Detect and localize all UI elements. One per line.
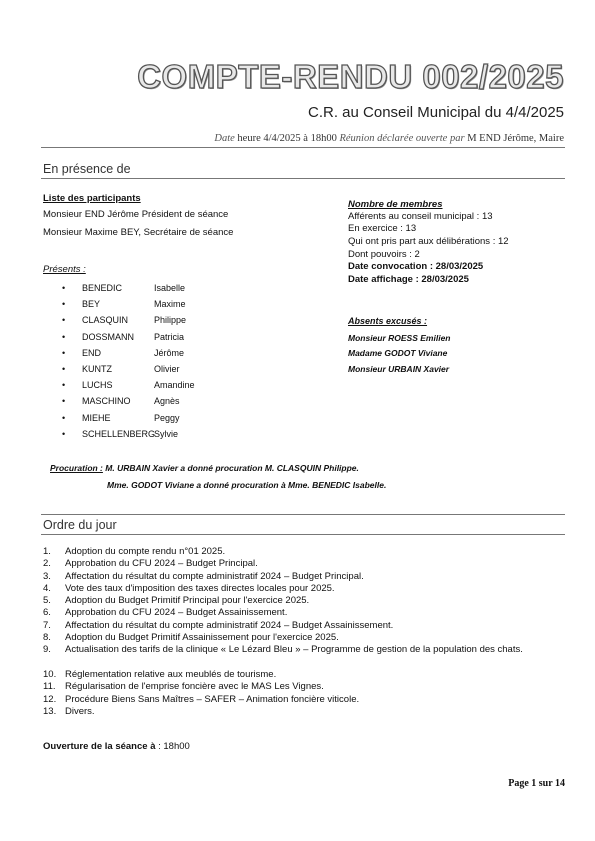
bullet-icon: • bbox=[62, 428, 66, 439]
procuration-text-1: M. URBAIN Xavier a donné procuration M. CLASQUIN Philippe. bbox=[105, 463, 359, 473]
participants-title: Liste des participants bbox=[43, 193, 141, 204]
present-first-name: Olivier bbox=[154, 363, 180, 374]
agenda-item-text: Procédure Biens Sans Maîtres – SAFER – Animation foncière viticole. bbox=[65, 693, 360, 705]
agenda-item-number: 3. bbox=[43, 570, 51, 582]
present-last-name: DOSSMANN bbox=[82, 331, 135, 342]
bullet-icon: • bbox=[62, 347, 66, 358]
agenda-item bbox=[43, 644, 563, 669]
absent-item: Madame GODOT Viviane bbox=[348, 348, 448, 358]
present-first-name: Amandine bbox=[154, 380, 195, 391]
agenda-item-number: 10. bbox=[43, 668, 57, 680]
present-first-name: Philippe bbox=[154, 315, 187, 326]
present-last-name: KUNTZ bbox=[82, 363, 112, 374]
opening-line bbox=[43, 741, 190, 752]
agenda-item bbox=[43, 546, 563, 558]
secretary-line: Monsieur Maxime BEY, Secrétaire de séance bbox=[43, 227, 234, 238]
present-first-name: Isabelle bbox=[154, 283, 186, 293]
document-title: COMPTE-RENDU 002/2025 bbox=[137, 58, 564, 95]
agenda-item-text: Adoption du Budget Primitif Principal pour l'exercice 2025. bbox=[65, 595, 310, 607]
agenda-item bbox=[43, 669, 563, 681]
header-divider bbox=[41, 147, 565, 148]
bullet-icon: • bbox=[62, 380, 66, 391]
bullet-icon: • bbox=[62, 299, 66, 310]
opening-label: Ouverture de la séance à bbox=[43, 741, 156, 752]
agenda-item bbox=[43, 681, 563, 693]
president-line: Monsieur END Jérôme Président de séance bbox=[43, 209, 229, 220]
agenda-list bbox=[43, 546, 563, 718]
date-value: heure 4/4/2025 à 18h00 bbox=[237, 133, 337, 144]
bullet-icon: • bbox=[62, 283, 66, 293]
agenda-item bbox=[43, 595, 563, 607]
present-last-name: BENEDIC bbox=[82, 283, 123, 293]
present-last-name: MASCHINO bbox=[82, 396, 131, 407]
agenda-item-number: 5. bbox=[43, 595, 51, 607]
agenda-item-text: Affectation du résultat du compte administratif 2024 – Budget Assainissement. bbox=[65, 619, 394, 631]
absent-item: Monsieur URBAIN Xavier bbox=[348, 364, 450, 374]
opening-time: : 18h00 bbox=[158, 741, 190, 752]
present-last-name: SCHELLENBERG bbox=[82, 428, 156, 439]
bullet-icon: • bbox=[62, 396, 66, 407]
agenda-item-number: 11. bbox=[43, 681, 56, 693]
page-number: Page 1 sur 14 bbox=[508, 778, 565, 789]
present-first-name: Maxime bbox=[154, 299, 186, 310]
agenda-divider bbox=[41, 534, 565, 535]
procuration-line-1 bbox=[50, 463, 359, 473]
present-first-name: Peggy bbox=[154, 412, 180, 423]
agenda-item-number: 6. bbox=[43, 607, 51, 619]
presence-heading: En présence de bbox=[43, 162, 131, 176]
agenda-item bbox=[43, 607, 563, 619]
agenda-item-text: Vote des taux d'imposition des taxes directes locales pour 2025. bbox=[65, 582, 335, 594]
agenda-item-text: Régularisation de l'emprise foncière avec le MAS Les Vignes. bbox=[65, 681, 324, 693]
procuration-line-2: Mme. GODOT Viviane a donné procuration à Mme. BENEDIC Isabelle. bbox=[107, 480, 387, 490]
present-last-name: CLASQUIN bbox=[82, 315, 129, 326]
present-last-name: END bbox=[82, 347, 102, 358]
present-first-name: Jérôme bbox=[154, 347, 185, 358]
session-by: M END Jérôme, Maire bbox=[467, 133, 564, 144]
present-first-name: Agnès bbox=[154, 396, 180, 407]
agenda-item-number: 7. bbox=[43, 619, 51, 631]
members-title: Nombre de membres bbox=[348, 199, 443, 210]
date-label: Date bbox=[214, 133, 235, 144]
absent-item: Monsieur ROESS Emilien bbox=[348, 333, 451, 343]
bullet-icon: • bbox=[62, 412, 66, 423]
agenda-item-number: 12. bbox=[43, 693, 57, 705]
presence-divider bbox=[41, 178, 565, 179]
members-deliberations: Qui ont pris part aux délibérations : 12 bbox=[348, 236, 509, 247]
agenda-item-number: 2. bbox=[43, 558, 51, 570]
agenda-item-text: Approbation du CFU 2024 – Budget Assainissement. bbox=[65, 607, 288, 619]
agenda-item-number: 1. bbox=[43, 546, 51, 557]
agenda-item-text: Adoption du compte rendu n°01 2025. bbox=[65, 546, 226, 557]
bullet-icon: • bbox=[62, 331, 66, 342]
presents-label: Présents : bbox=[43, 264, 86, 275]
agenda-heading: Ordre du jour bbox=[43, 518, 117, 532]
present-first-name: Sylvie bbox=[154, 428, 179, 439]
agenda-item-text: Affectation du résultat du compte administratif 2024 – Budget Principal. bbox=[65, 570, 364, 582]
agenda-item-number: 8. bbox=[43, 632, 51, 644]
bullet-icon: • bbox=[62, 363, 66, 374]
agenda-item bbox=[43, 706, 563, 718]
document-subtitle: C.R. au Conseil Municipal du 4/4/2025 bbox=[308, 104, 564, 121]
agenda-item bbox=[43, 571, 563, 583]
agenda-item-number: 4. bbox=[43, 582, 51, 594]
agenda-item bbox=[43, 694, 563, 706]
agenda-item-text: Approbation du CFU 2024 – Budget Principal. bbox=[65, 558, 258, 570]
agenda-item-number: 9. bbox=[43, 644, 51, 656]
date-line bbox=[120, 133, 564, 144]
present-first-name: Patricia bbox=[154, 331, 185, 342]
absents-title: Absents excusés : bbox=[348, 316, 428, 326]
date-convocation: Date convocation : 28/03/2025 bbox=[348, 261, 484, 272]
bullet-icon: • bbox=[62, 315, 66, 326]
agenda-item-text: Adoption du Budget Primitif Assainissement pour l'exercice 2025. bbox=[65, 632, 339, 644]
members-afferents: Afférents au conseil municipal : 13 bbox=[348, 211, 493, 222]
session-text: Réunion déclarée ouverte par bbox=[339, 133, 465, 144]
agenda-top-divider bbox=[41, 514, 565, 515]
agenda-item-text: Réglementation relative aux meublés de tourisme. bbox=[65, 668, 277, 680]
agenda-item bbox=[43, 558, 563, 570]
members-pouvoirs: Dont pouvoirs : 2 bbox=[348, 249, 420, 260]
present-last-name: MIEHE bbox=[82, 412, 111, 423]
agenda-item-number: 13. bbox=[43, 705, 57, 717]
agenda-item-text: Divers. bbox=[65, 705, 95, 717]
date-affichage: Date affichage : 28/03/2025 bbox=[348, 274, 469, 285]
members-exercice: En exercice : 13 bbox=[348, 223, 417, 234]
present-last-name: LUCHS bbox=[82, 380, 113, 391]
agenda-item-text: Actualisation des tarifs de la clinique « Le Lézard Bleu » – Programme de gestion de la population des chats. bbox=[65, 644, 523, 656]
agenda-item bbox=[43, 620, 563, 632]
procuration-label: Procuration : bbox=[50, 463, 103, 473]
present-last-name: BEY bbox=[82, 299, 101, 310]
agenda-item bbox=[43, 632, 563, 644]
agenda-item bbox=[43, 583, 563, 595]
